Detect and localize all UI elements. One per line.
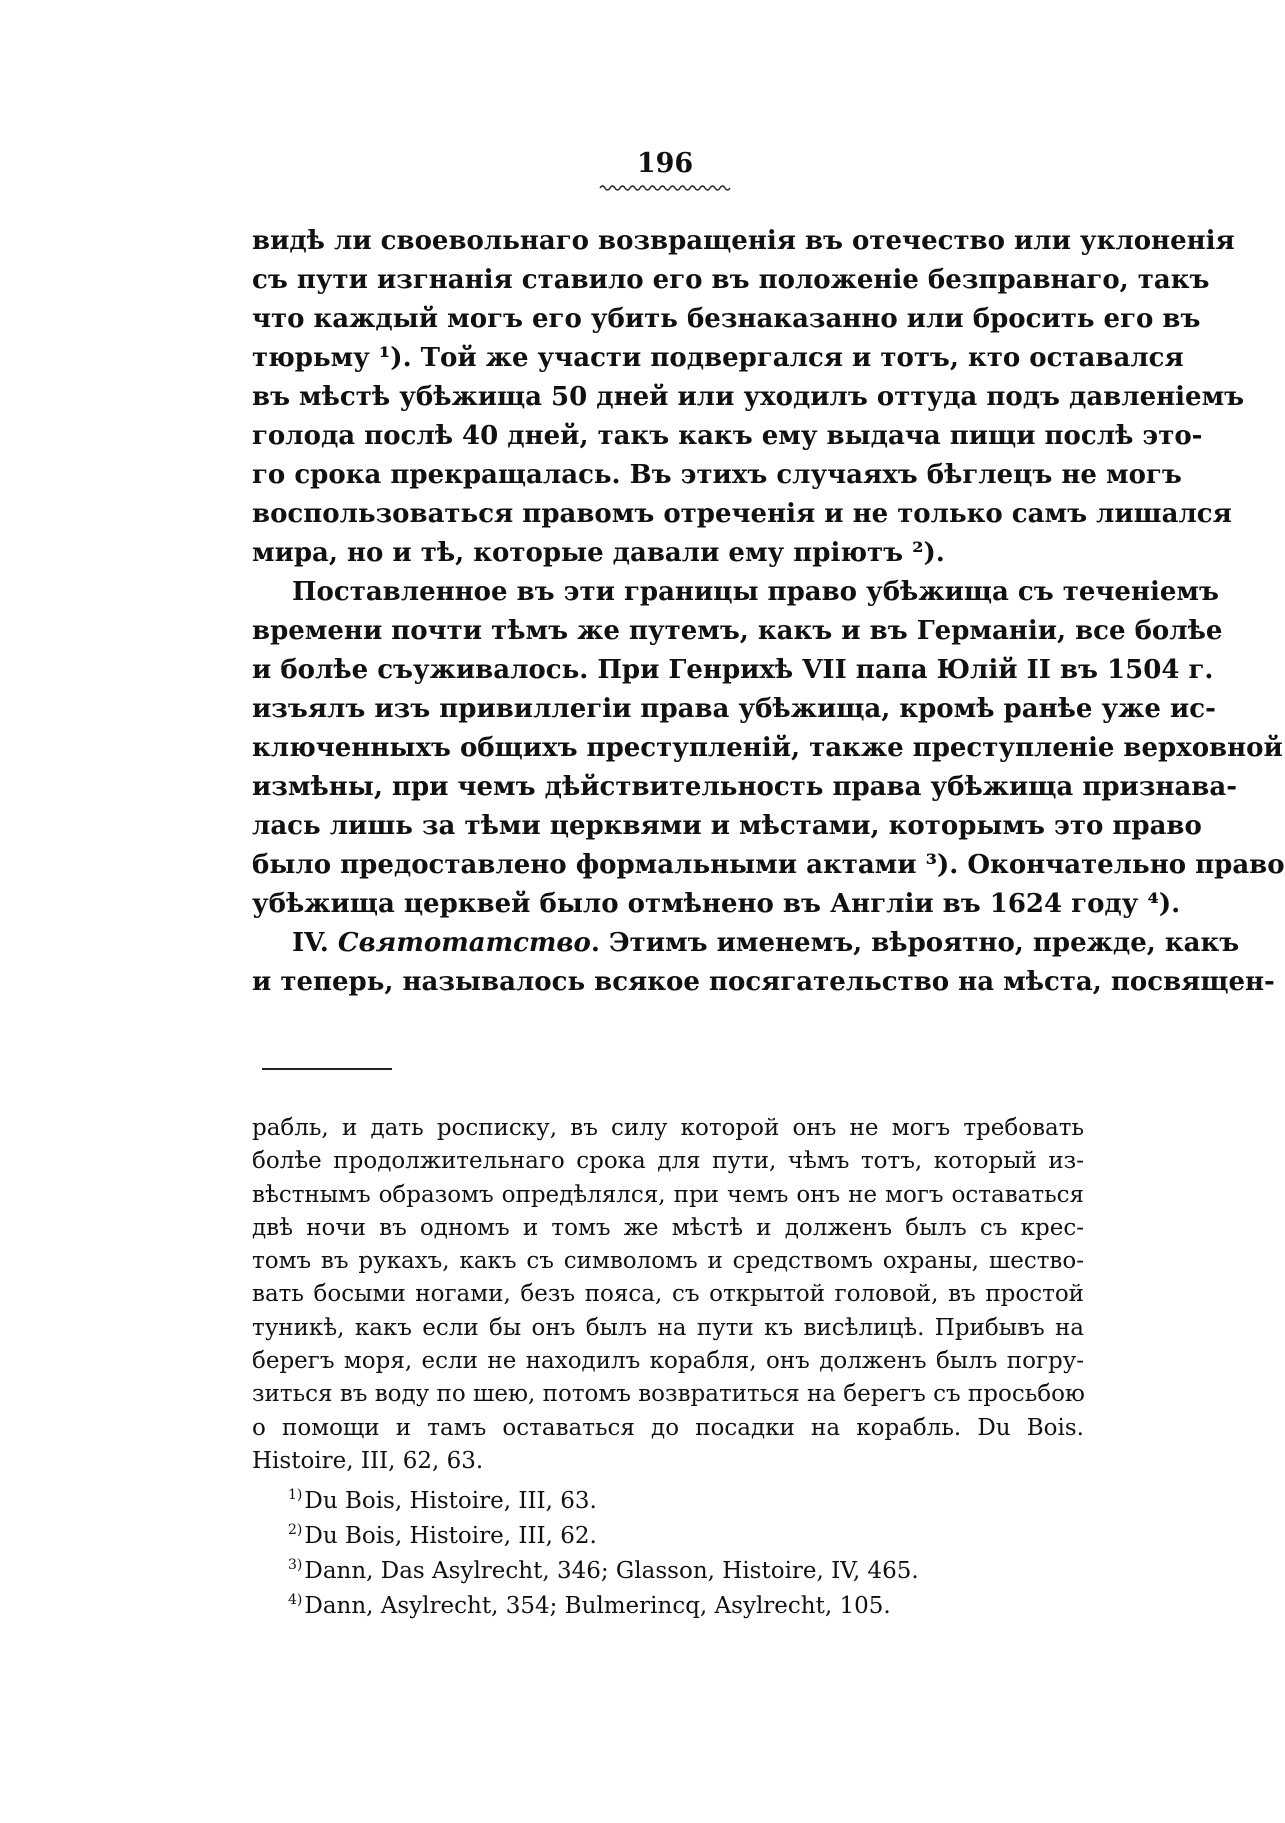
text-line: голода послѣ 40 дней, такъ какъ ему выдача пищи послѣ это- bbox=[252, 421, 1203, 451]
footnote-separator bbox=[262, 1068, 392, 1070]
text-line: мира, но и тѣ, которые давали ему пріютъ ²). bbox=[252, 538, 945, 568]
text-line: и теперь, называлось всякое посягательство на мѣста, посвящен- bbox=[252, 967, 1275, 997]
footnote-3 bbox=[288, 1548, 919, 1583]
text-line: воспользоваться правомъ отреченія и не только самъ лишался bbox=[252, 499, 1232, 529]
main-text bbox=[252, 222, 1285, 1002]
note-line: о помощи и тамъ оставаться до посадки на корабль. Du Bois. bbox=[252, 1414, 1084, 1441]
footnote-2 bbox=[288, 1513, 597, 1548]
note-line: зиться въ воду по шею, потомъ возвратиться на берегъ съ просьбою bbox=[252, 1381, 1085, 1408]
text-line: тюрьму ¹). Той же участи подвергался и тотъ, кто оставался bbox=[252, 343, 1184, 373]
footnote-continuation bbox=[252, 1112, 1084, 1478]
footnote-text: Du Bois, Histoire, III, 62. bbox=[304, 1523, 597, 1549]
footnote-mark: 2) bbox=[288, 1522, 303, 1538]
text-line: времени почти тѣмъ же путемъ, какъ и въ Германіи, все болѣе bbox=[252, 616, 1223, 646]
footnote-mark: 1) bbox=[288, 1487, 303, 1503]
note-line: Histoire, III, 62, 63. bbox=[252, 1447, 484, 1474]
page-number-ornament bbox=[600, 183, 730, 193]
text-line: ключенныхъ общихъ преступленій, также преступленіе верховной bbox=[252, 733, 1283, 763]
note-line: вать босыми ногами, безъ пояса, съ открытой головой, въ простой bbox=[252, 1281, 1084, 1308]
footnote-text: Du Bois, Histoire, III, 63. bbox=[304, 1488, 597, 1514]
footnote-mark: 4) bbox=[288, 1592, 303, 1608]
text-line: и болѣе съуживалось. При Генрихѣ VII папа Юлій II въ 1504 г. bbox=[252, 655, 1214, 685]
note-line: вѣстнымъ образомъ опредѣлялся, при чемъ онъ не могъ оставаться bbox=[252, 1181, 1084, 1208]
section-text: . Этимъ именемъ, вѣроятно, прежде, какъ bbox=[590, 928, 1240, 958]
text-line: убѣжища церквей было отмѣнено въ Англіи въ 1624 году ⁴). bbox=[252, 889, 1181, 919]
footnote-text: Dann, Das Asylrecht, 346; Glasson, Histoire, IV, 465. bbox=[304, 1558, 919, 1584]
section-numeral: IV. bbox=[292, 928, 329, 958]
text-line: что каждый могъ его убить безнаказанно или бросить его въ bbox=[252, 304, 1201, 334]
note-line: берегъ моря, если не находилъ корабля, онъ долженъ былъ погру- bbox=[252, 1348, 1084, 1375]
note-line: болѣе продолжительнаго срока для пути, чѣмъ тотъ, который из- bbox=[252, 1148, 1084, 1175]
text-line: изъялъ изъ привиллегіи права убѣжища, кромѣ ранѣе уже ис- bbox=[252, 694, 1216, 724]
note-line: томъ въ рукахъ, какъ съ символомъ и средствомъ охраны, шество- bbox=[252, 1248, 1084, 1275]
note-line: туникѣ, какъ если бы онъ былъ на пути къ висѣлицѣ. Прибывъ на bbox=[252, 1314, 1084, 1341]
text-line: измѣны, при чемъ дѣйствительность права убѣжища признава- bbox=[252, 772, 1237, 802]
text-line: было предоставлено формальными актами ³). Окончательно право bbox=[252, 850, 1285, 880]
note-line: двѣ ночи въ одномъ и томъ же мѣстѣ и долженъ былъ съ крес- bbox=[252, 1214, 1084, 1241]
text-line: видѣ ли своевольнаго возвращенія въ отечество или уклоненія bbox=[252, 226, 1235, 256]
section-line bbox=[252, 924, 1240, 963]
footnote-text: Dann, Asylrecht, 354; Bulmerincq, Asylrecht, 105. bbox=[304, 1593, 891, 1619]
text-line: съ пути изгнанія ставило его въ положеніе безправнаго, такъ bbox=[252, 265, 1210, 295]
text-line: Поставленное въ эти границы право убѣжища съ теченіемъ bbox=[292, 577, 1219, 607]
page-number: 196 bbox=[636, 148, 694, 179]
text-line: въ мѣстѣ убѣжища 50 дней или уходилъ оттуда подъ давленіемъ bbox=[252, 382, 1245, 412]
section-title: Святотатство bbox=[337, 928, 591, 958]
text-line: го срока прекращалась. Въ этихъ случаяхъ бѣглецъ не могъ bbox=[252, 460, 1182, 490]
footnote-4 bbox=[288, 1583, 891, 1618]
footnote-1 bbox=[288, 1478, 597, 1513]
note-line: рабль, и дать росписку, въ силу которой онъ не могъ требовать bbox=[252, 1115, 1084, 1141]
footnote-mark: 3) bbox=[288, 1557, 303, 1573]
text-line: лась лишь за тѣми церквями и мѣстами, которымъ это право bbox=[252, 811, 1202, 841]
